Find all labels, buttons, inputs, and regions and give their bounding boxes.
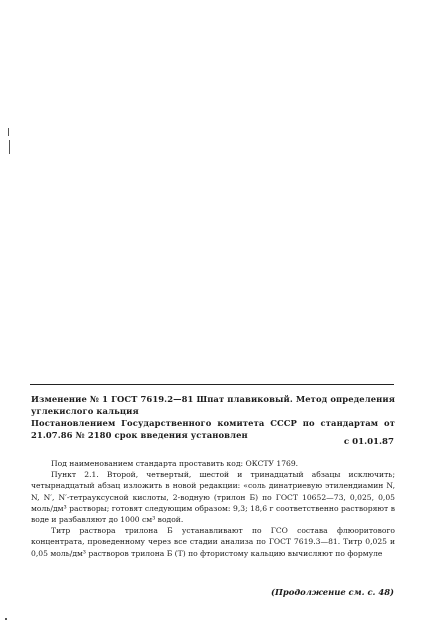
paragraph-code: Под наименованием стандарта проставить код: ОКСТУ 1769. bbox=[51, 459, 299, 468]
scan-artifact-mark bbox=[9, 140, 10, 154]
scan-artifact-dot bbox=[5, 618, 7, 620]
body-text bbox=[31, 458, 395, 559]
resolution-text: Постановлением Государственного комитета СССР по стандартам от 21.07.86 № 2180 срок введения установлен bbox=[31, 418, 395, 440]
paragraph-clause-2-1: Пункт 2.1. Второй, четвертый, шестой и тринадцатый абзацы исключить; четырнадцатый абзац изложить в новой редакции: «соль динатриевую этилендиамин N, N, N′, N′-тетрауксусной кислоты, 2-водную (трилон Б) по ГОСТ 10652—73, 0,025, 0,05 моль/дм³ растворы; готовят следующим образом: 9,3; 18,6 г соответственно растворяют в воде и разбавляют до 1000 см³ водой. bbox=[31, 470, 395, 525]
top-rule bbox=[30, 384, 394, 385]
amendment-heading: Изменение № 1 ГОСТ 7619.2—81 Шпат плавиковый. Метод определения углекислого кальция bbox=[31, 394, 395, 416]
scan-artifact-mark bbox=[8, 128, 9, 136]
continuation-note: (Продолжение см. с. 48) bbox=[271, 587, 394, 597]
paragraph-titer: Титр раствора трилона Б устанавливают по ГСО состава флюоритового концентрата, проведенному через все стадии анализа по ГОСТ 7619.3—81. Титр 0,025 и 0,05 моль/дм³ растворов трилона Б (T) по фтористому кальцию вычисляют по формуле bbox=[31, 526, 395, 558]
effective-date: с 01.01.87 bbox=[343, 437, 394, 447]
